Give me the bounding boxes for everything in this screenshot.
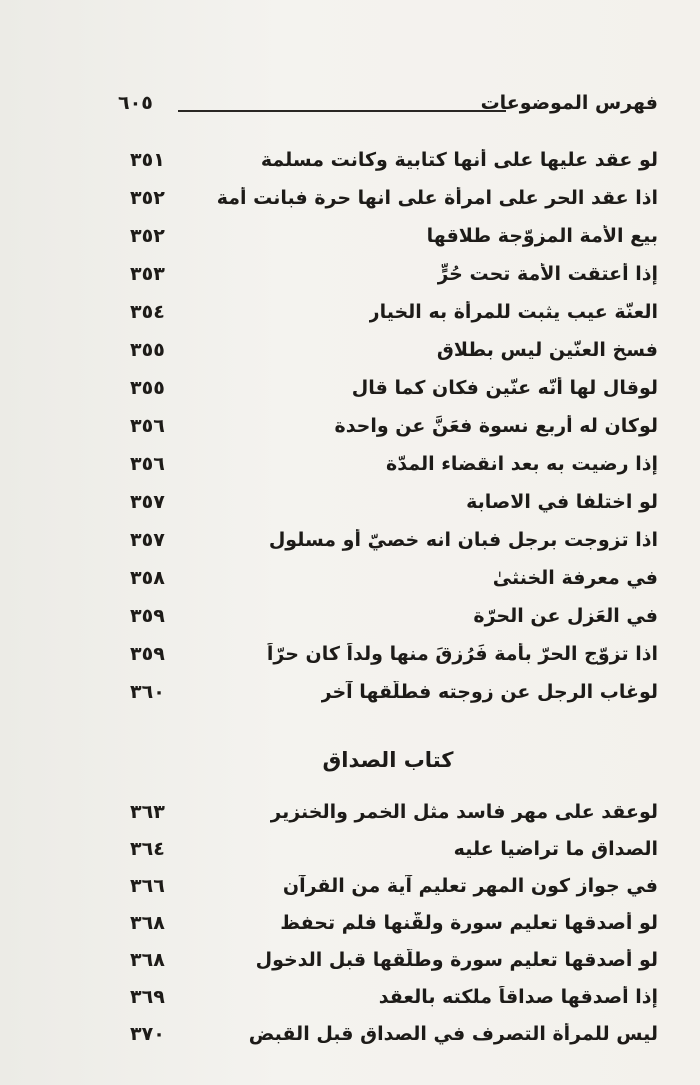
entry-title: في جواز كون المهر تعليم آية من القرآن [282, 875, 658, 897]
toc-entry [118, 373, 658, 407]
entry-page-number: ٣٥٩ [130, 605, 165, 627]
toc-entry [118, 797, 658, 831]
entry-page-number: ٣٧٠ [130, 1023, 165, 1045]
entry-title: لو أصدقها تعليم سورة ولقّنها فلم تحفظ [280, 912, 658, 934]
entry-page-number: ٣٦٨ [130, 912, 165, 934]
entry-title: ليس للمرأة التصرف في الصداق قبل القبض [248, 1023, 658, 1045]
entry-title: اذا تزوجت برجل فبان انه خصيّ أو مسلول [268, 529, 658, 551]
entry-title: إذا أصدقها صداقاً ملكته بالعقد [378, 986, 658, 1008]
toc-entry [118, 221, 658, 255]
entry-title: الصداق ما تراضيا عليه [453, 838, 658, 860]
toc-entry [118, 297, 658, 331]
entry-page-number: ٣٥٤ [130, 301, 165, 323]
entry-title: في العَزل عن الحرّة [473, 605, 658, 627]
entry-title: فسخ العنّين ليس بطلاق [436, 339, 658, 361]
entry-title: اذا عقد الحر على امرأة على انها حرة فبانت أمة [216, 187, 658, 209]
entry-page-number: ٣٥٥ [130, 377, 165, 399]
entry-title: لو اختلفا في الاصابة [466, 491, 658, 513]
toc-entry [118, 145, 658, 179]
toc-entry [118, 411, 658, 445]
toc-entry [118, 183, 658, 217]
entry-page-number: ٣٥٣ [130, 263, 165, 285]
entry-page-number: ٣٦٨ [130, 949, 165, 971]
entry-page-number: ٣٥٩ [130, 643, 165, 665]
entry-page-number: ٣٦٤ [130, 838, 165, 860]
entry-page-number: ٣٥٢ [130, 225, 165, 247]
toc-entry [118, 908, 658, 942]
toc-entry [118, 259, 658, 293]
entry-page-number: ٣٦٠ [130, 681, 165, 703]
entry-title: لوعقد على مهر فاسد مثل الخمر والخنزير [270, 801, 658, 823]
toc-entry [118, 871, 658, 905]
running-header [118, 92, 658, 126]
entry-title: لوكان له أربع نسوة فعَنَّ عن واحدة [334, 415, 658, 437]
entry-page-number: ٣٥٥ [130, 339, 165, 361]
entry-title: لو عقد عليها على أنها كتابية وكانت مسلمة [260, 149, 658, 171]
entry-title: إذا رضيت به بعد انقضاء المدّة [386, 453, 658, 475]
toc-entry [118, 563, 658, 597]
entry-page-number: ٣٦٦ [130, 875, 165, 897]
header-rule [178, 110, 506, 112]
toc-entry [118, 601, 658, 635]
toc-entry [118, 449, 658, 483]
entry-page-number: ٣٥٨ [130, 567, 165, 589]
entry-page-number: ٣٥١ [130, 149, 165, 171]
section-heading: كتاب الصداق [322, 748, 454, 772]
entry-page-number: ٣٦٩ [130, 986, 165, 1008]
entry-title: اذا تزوّج الحرّ بأمة فَرُزِقَ منها ولداً كان حرّاً [266, 643, 658, 665]
toc-entry [118, 639, 658, 673]
entry-title: إذا أُعتقت الأمة تحت حُرٍّ [437, 263, 658, 285]
toc-entry [118, 525, 658, 559]
entry-title: في معرفة الخنثىٰ [492, 567, 658, 589]
toc-entry [118, 982, 658, 1016]
header-page-number: ٦٠٥ [118, 92, 153, 114]
entry-title: بيع الأمة المزوّجة طلاقها [426, 225, 658, 247]
entry-title: لو أصدقها تعليم سورة وطلّقها قبل الدخول [255, 949, 658, 971]
entry-page-number: ٣٥٦ [130, 453, 165, 475]
toc-entry [118, 1019, 658, 1053]
entry-page-number: ٣٥٧ [130, 529, 165, 551]
toc-entry [118, 834, 658, 868]
entry-page-number: ٣٥٢ [130, 187, 165, 209]
toc-entry [118, 487, 658, 521]
entry-title: العنّة عيب يثبت للمرأة به الخيار [368, 301, 658, 323]
entry-page-number: ٣٦٣ [130, 801, 165, 823]
header-title: فهرس الموضوعات [480, 92, 658, 114]
entry-page-number: ٣٥٧ [130, 491, 165, 513]
toc-entry [118, 677, 658, 711]
toc-entry [118, 335, 658, 369]
toc-entry [118, 945, 658, 979]
entry-page-number: ٣٥٦ [130, 415, 165, 437]
entry-title: لوقال لها أنّه عنّين فكان كما قال [351, 377, 658, 399]
entry-title: لوغاب الرجل عن زوجته فطلّقها آخر [320, 681, 658, 703]
